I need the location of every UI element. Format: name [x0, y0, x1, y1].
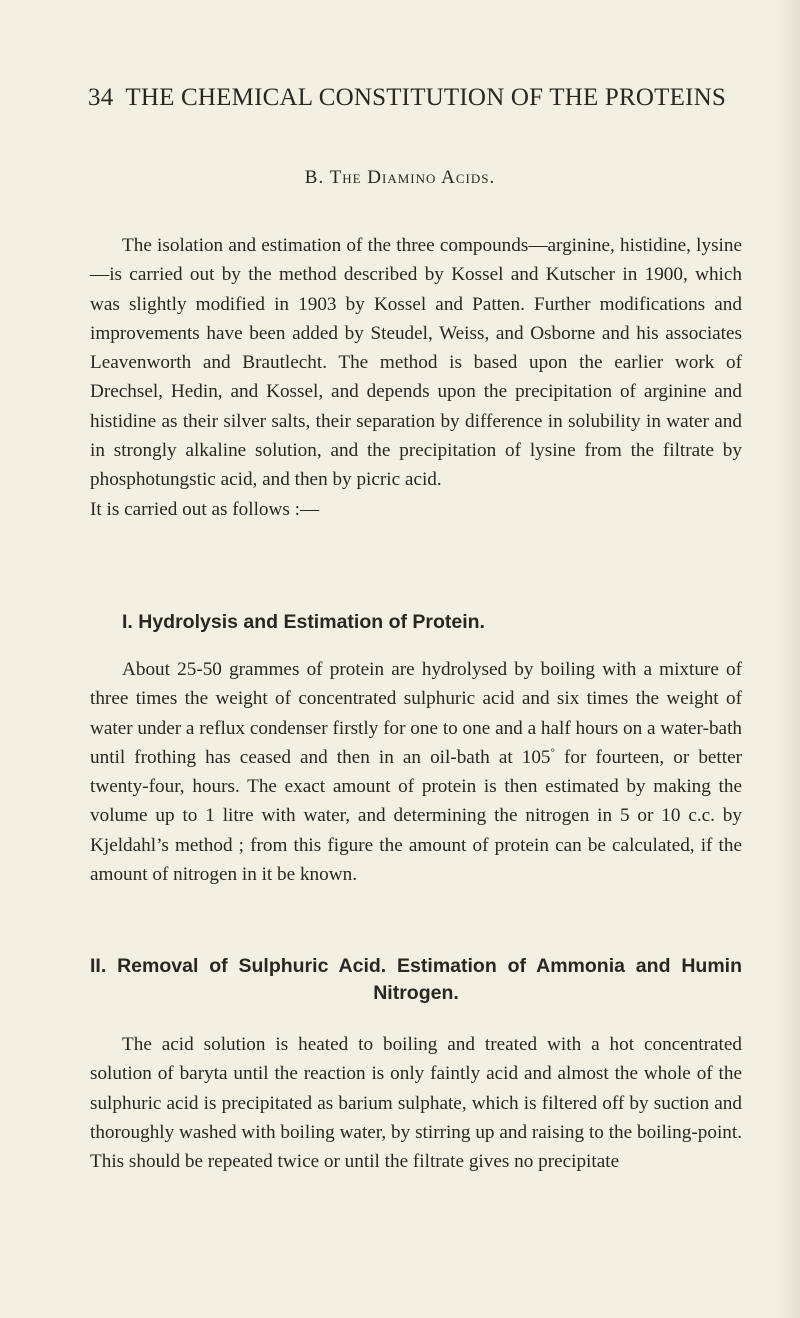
- page-number: 34: [88, 84, 114, 111]
- section-title: B. The Diamino Acids.: [304, 167, 496, 188]
- degree-mark: °: [550, 746, 555, 759]
- heading-removal: II. Removal of Sulphuric Acid. Estimation of Ammonia and Humin Nitrogen.: [90, 955, 742, 1004]
- intro-text: The isolation and estimation of the three compounds—arginine, histidine, lysine—is carried out by the method described by Kossel and Kutscher in 1900, which was slightly modified in 1903 by Kossel and Patten. Further modifications and improvements have been added by Steudel, Weiss, and Osborne and his associates Leavenworth and Brautlecht. The method is based upon the earlier work of Drechsel, Hedin, and Kossel, and depends upon the precipitation of arginine and histidine as their silver salts, their separation by difference in solubility in water and in strongly alkaline solution, and the precipitation of lysine from the filtrate by phosphotungstic acid, and then by picric acid.: [90, 235, 742, 491]
- heading-hydrolysis: I. Hydrolysis and Estimation of Protein.: [122, 611, 485, 633]
- removal-paragraph: The acid solution is heated to boiling and treated with a hot concentrated solution of baryta until the reaction is only faintly acid and almost the whole of the sulphuric acid is precipitated as barium sulphate, which is filtered off by suction and thoroughly washed with boiling water, by stirring up and raising to the boiling-point. This should be repeated twice or until the filtrate gives no precipitate: [90, 1034, 742, 1173]
- running-header: [88, 84, 748, 112]
- intro-follow-text: It is carried out as follows :—: [90, 498, 320, 520]
- hydrolysis-text-a: About 25-50 grammes of protein are hydrolysed by boiling with a mixture of three times the weight of concentrated sulphuric acid and six times the weight of water under a reflux condenser firstly for one to one and a half hours on a water-bath until frothing has ceased and then in an oil-bath at 105: [90, 659, 742, 768]
- running-title: THE CHEMICAL CONSTITUTION OF THE PROTEINS: [125, 84, 726, 111]
- intro-paragraph: [90, 231, 742, 524]
- hydrolysis-paragraph: [90, 655, 742, 889]
- hydrolysis-text-b: for fourteen, or better twenty-four, hours. The exact amount of protein is then estimated by making the volume up to 1 litre with water, and determining the nitrogen in 5 or 10 c.c. by Kjeldahl’s method ; from this figure the amount of protein can be calculated, if the amount of nitrogen in it be known.: [90, 746, 742, 886]
